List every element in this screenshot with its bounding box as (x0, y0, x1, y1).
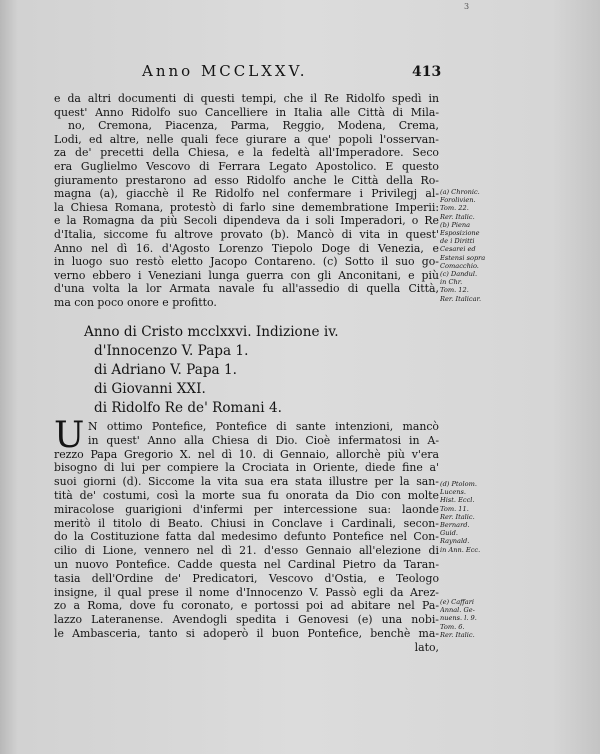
margin-notes-3 (440, 598, 496, 639)
text-line: lato, (414, 640, 439, 654)
text-line: quest' Anno Ridolfo suo Cancelliere in Italia alle Città di Mila- (54, 105, 439, 119)
text-line: magna (a), giacchè il Re Ridolfo nel confermare i Privilegj al- (54, 187, 439, 201)
text-line: tasia dell'Ordine de' Predicatori, Vescovo d'Ostia, e Teologo (54, 571, 439, 585)
text-line: ma con poco onore e profitto. (54, 295, 217, 309)
heading-line: di Adriano V. Papa 1. (94, 362, 237, 378)
text-line: d'una volta la lor Armata navale fu all'assedio di quella Città, (54, 282, 439, 296)
text-line: tità de' costumi, così la morte sua fu onorata da Dio con molte (54, 488, 439, 502)
margin-note: Rer. Italic. (440, 512, 475, 521)
text-line: d'Italia, siccome fu altrove provato (b). Mancò di vita in quest' (54, 227, 439, 241)
text-line: era Guglielmo Vescovo di Ferrara Legato Apostolico. E questo (54, 159, 439, 173)
text-line: le Ambasceria, tanto si adoperò il buon Pontefice, benchè ma- (54, 626, 439, 640)
margin-note: Tom. 6. (440, 622, 465, 631)
margin-note: in Ann. Ecc. (440, 545, 481, 554)
margin-note: Forolivien. (440, 196, 476, 205)
margin-note: in Chr. (440, 278, 463, 287)
margin-note: (d) Ptolom. (440, 480, 477, 488)
heading-line: Anno di Cristo mcclxxvi. Indizione iv. (84, 324, 339, 340)
text-line: insigne, il qual prese il nome d'Innocenzo V. Passò egli da Arez- (54, 585, 439, 599)
text-line: bisogno di lui per compiere la Crociata in Oriente, diede fine a' (54, 461, 439, 475)
margin-note: Cesarei ed (440, 245, 476, 254)
margin-note: nuens. l. 9. (440, 614, 477, 623)
text-line: Lodi, ed altre, nelle quali fece giurare a que' popoli l'osservan- (54, 132, 439, 146)
margin-note: Hist. Eccl. (440, 496, 475, 505)
text-line: verno ebbero i Veneziani lunga guerra con gli Anconitani, e più (54, 268, 439, 282)
margin-notes-1 (440, 188, 496, 303)
text-line: meritò il titolo di Beato. Chiusi in Conclave i Cardinali, secon- (54, 516, 439, 530)
margin-note: Annal. Ge- (440, 606, 475, 615)
heading-line: di Ridolfo Re de' Romani 4. (94, 400, 282, 416)
margin-note: (a) Chronic. (440, 188, 480, 196)
running-header: Anno MCCLXXV. (142, 62, 308, 80)
text-line: no, Cremona, Piacenza, Parma, Reggio, Modena, Crema, (68, 119, 439, 133)
margin-note: Rer. Italic. (440, 212, 475, 221)
page-number: 413 (412, 64, 442, 80)
margin-note: Rer. Italicar. (440, 294, 482, 303)
text-line: e la Romagna da più Secoli dipendeva da i soli Imperadori, o Re (54, 214, 439, 228)
text-line: lazzo Lateranense. Avendogli spedita i Genovesi (e) una nobi- (54, 613, 439, 627)
text-line: la Chiesa Romana, protestò di farlo sine demembratione Imperii: (54, 200, 439, 214)
year-heading (84, 323, 444, 418)
text-line: Anno nel dì 16. d'Agosto Lorenzo Tiepolo Doge di Venezia, e (54, 241, 439, 255)
text-line: za de' precetti della Chiesa, e la fedeltà all'Imperadore. Seco (54, 146, 439, 160)
text-line: zo a Roma, dove fu coronato, e portossi poi ad abitare nel Pa- (54, 599, 439, 613)
margin-note: Bernard. (440, 521, 470, 530)
margin-note: Esposizione (440, 229, 480, 238)
text-line: cilio di Lione, vennero nel dì 21. d'esso Gennaio all'elezione di (54, 544, 439, 558)
text-line: N ottimo Pontefice, Pontefice di sante intenzioni, mancò (88, 420, 439, 433)
text-line: in luogo suo restò eletto Jacopo Contareno. (c) Sotto il suo go- (54, 255, 439, 269)
heading-line: di Giovanni XXI. (94, 381, 206, 397)
heading-line: d'Innocenzo V. Papa 1. (94, 343, 249, 359)
margin-note: Lucens. (440, 488, 466, 497)
margin-note: Estensi sopra (440, 253, 486, 262)
margin-note: Raynald. (440, 537, 470, 546)
margin-note: (c) Dandul. (440, 270, 478, 279)
text-line: do la Costituzione fatta dal medesimo defunto Pontefice nel Con- (54, 530, 439, 544)
text-line: miracolose guarigioni d'infermi per intercessione sua: laonde (54, 502, 439, 516)
paragraph-1 (54, 92, 439, 310)
text-line: e da altri documenti di questi tempi, che il Re Ridolfo spedì in (54, 92, 439, 105)
margin-note: (e) Caffari (440, 598, 474, 606)
text-line: in quest' Anno alla Chiesa di Dio. Cioè infermatosi in A- (88, 433, 439, 447)
drop-cap: U (54, 415, 85, 456)
margin-note: Tom. 11. (440, 504, 469, 513)
paragraph-2 (54, 415, 439, 655)
margin-note: Comacchio. (440, 261, 479, 270)
margin-note: Tom. 22. (440, 204, 469, 213)
margin-note: Rer. Italic. (440, 630, 475, 639)
margin-note: (b) Piena (440, 220, 471, 229)
text-line: un nuovo Pontefice. Cadde questa nel Cardinal Pietro da Taran- (54, 557, 439, 571)
text-line: giuramento prestarono ad esso Ridolfo anche le Città della Ro- (54, 173, 439, 187)
margin-note: de i Diritti (440, 237, 475, 246)
margin-note: Tom. 12. (440, 286, 469, 295)
margin-note: Guid. (440, 529, 458, 538)
corner-mark: 3 (464, 2, 470, 11)
text-line: rezzo Papa Gregorio X. nel dì 10. di Gennaio, allorchè più v'era (54, 447, 439, 461)
margin-notes-2 (440, 480, 496, 554)
text-line: suoi giorni (d). Siccome la vita sua era stata illustre per la san- (54, 475, 439, 489)
